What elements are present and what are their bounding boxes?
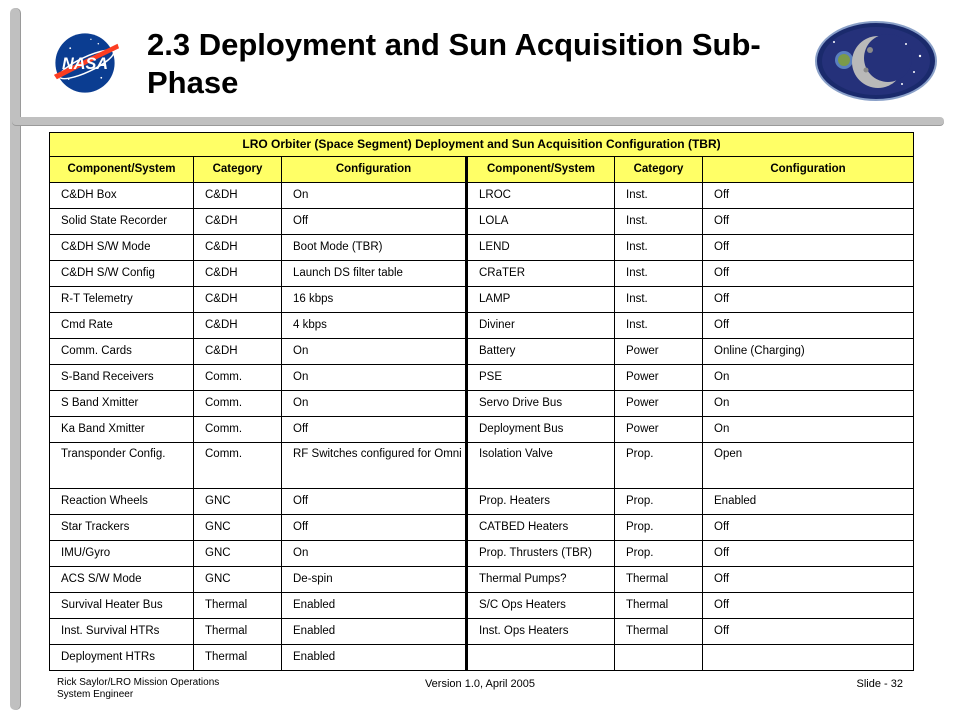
table-cell: Deployment HTRs xyxy=(50,645,194,671)
table-cell: Off xyxy=(282,489,467,515)
table-cell: Off xyxy=(703,209,914,235)
table-cell: Inst. Ops Heaters xyxy=(467,619,615,645)
table-cell: LOLA xyxy=(467,209,615,235)
column-header: Component/System xyxy=(467,157,615,183)
table-cell: GNC xyxy=(194,489,282,515)
table-cell: Launch DS filter table xyxy=(282,261,467,287)
table-cell: Power xyxy=(615,339,703,365)
svg-text:NASA: NASA xyxy=(61,54,109,73)
table-cell: C&DH xyxy=(194,339,282,365)
column-header: Configuration xyxy=(282,157,467,183)
table-cell: LAMP xyxy=(467,287,615,313)
table-cell: Comm. xyxy=(194,443,282,489)
table-cell: Inst. xyxy=(615,209,703,235)
table-cell: S/C Ops Heaters xyxy=(467,593,615,619)
configuration-table-container xyxy=(49,132,913,671)
nasa-logo-icon xyxy=(48,26,122,100)
table-cell: Off xyxy=(703,515,914,541)
table-cell: Off xyxy=(703,183,914,209)
table-cell: Off xyxy=(703,235,914,261)
table-cell: CATBED Heaters xyxy=(467,515,615,541)
table-cell: C&DH Box xyxy=(50,183,194,209)
column-header: Category xyxy=(615,157,703,183)
table-cell: PSE xyxy=(467,365,615,391)
table-cell: Inst. xyxy=(615,313,703,339)
table-cell: GNC xyxy=(194,515,282,541)
table-cell: Off xyxy=(703,261,914,287)
column-header: Configuration xyxy=(703,157,914,183)
table-cell: C&DH xyxy=(194,313,282,339)
table-cell: C&DH S/W Config xyxy=(50,261,194,287)
table-row xyxy=(50,417,914,443)
table-cell: Reaction Wheels xyxy=(50,489,194,515)
table-cell xyxy=(703,645,914,671)
table-cell: Off xyxy=(282,515,467,541)
table-cell: Inst. Survival HTRs xyxy=(50,619,194,645)
table-cell: Enabled xyxy=(282,645,467,671)
table-cell: Off xyxy=(703,313,914,339)
table-cell: Prop. Thrusters (TBR) xyxy=(467,541,615,567)
table-cell: Off xyxy=(703,567,914,593)
table-row xyxy=(50,443,914,489)
table-cell: IMU/Gyro xyxy=(50,541,194,567)
footer-slide-number: Slide - 32 xyxy=(856,678,903,690)
table-cell: Prop. xyxy=(615,515,703,541)
table-cell xyxy=(615,645,703,671)
table-cell: Thermal xyxy=(194,645,282,671)
table-cell: Off xyxy=(282,209,467,235)
table-cell: On xyxy=(703,365,914,391)
table-cell: Diviner xyxy=(467,313,615,339)
table-cell: Cmd Rate xyxy=(50,313,194,339)
table-cell: C&DH xyxy=(194,287,282,313)
table-cell: Thermal xyxy=(194,619,282,645)
column-header: Component/System xyxy=(50,157,194,183)
table-cell: ACS S/W Mode xyxy=(50,567,194,593)
table-cell: LEND xyxy=(467,235,615,261)
table-row xyxy=(50,365,914,391)
table-cell: LROC xyxy=(467,183,615,209)
table-cell: C&DH xyxy=(194,209,282,235)
table-cell: Inst. xyxy=(615,183,703,209)
table-cell: 16 kbps xyxy=(282,287,467,313)
table-row xyxy=(50,515,914,541)
table-cell: On xyxy=(282,541,467,567)
table-row xyxy=(50,593,914,619)
table-cell: Comm. xyxy=(194,365,282,391)
table-cell: GNC xyxy=(194,567,282,593)
table-row xyxy=(50,489,914,515)
footer-author: Rick Saylor/LRO Mission Operations xyxy=(57,677,220,688)
table-cell: Battery xyxy=(467,339,615,365)
table-cell: Off xyxy=(703,541,914,567)
table-row xyxy=(50,391,914,417)
table-row xyxy=(50,567,914,593)
table-cell: Comm. xyxy=(194,391,282,417)
table-cell: Prop. xyxy=(615,541,703,567)
table-cell: Power xyxy=(615,417,703,443)
table-cell: Thermal xyxy=(615,619,703,645)
table-cell: Deployment Bus xyxy=(467,417,615,443)
column-header: Category xyxy=(194,157,282,183)
table-row xyxy=(50,261,914,287)
table-cell: 4 kbps xyxy=(282,313,467,339)
table-cell: Survival Heater Bus xyxy=(50,593,194,619)
table-cell: Ka Band Xmitter xyxy=(50,417,194,443)
table-caption: LRO Orbiter (Space Segment) Deployment and Sun Acquisition Configuration (TBR) xyxy=(50,133,914,157)
table-cell: C&DH xyxy=(194,261,282,287)
lro-mission-emblem-icon xyxy=(814,20,938,102)
table-cell: Open xyxy=(703,443,914,489)
table-cell: Off xyxy=(282,417,467,443)
table-cell: On xyxy=(703,417,914,443)
table-cell: On xyxy=(282,391,467,417)
table-cell: Off xyxy=(703,287,914,313)
table-cell: R-T Telemetry xyxy=(50,287,194,313)
configuration-table xyxy=(49,132,914,671)
table-cell: On xyxy=(282,183,467,209)
table-cell: Isolation Valve xyxy=(467,443,615,489)
table-row xyxy=(50,339,914,365)
table-cell: Star Trackers xyxy=(50,515,194,541)
table-row xyxy=(50,313,914,339)
table-cell: Comm. Cards xyxy=(50,339,194,365)
table-cell: Enabled xyxy=(703,489,914,515)
table-row xyxy=(50,287,914,313)
footer-version: Version 1.0, April 2005 xyxy=(424,678,536,690)
table-cell: S-Band Receivers xyxy=(50,365,194,391)
table-cell: Comm. xyxy=(194,417,282,443)
table-cell xyxy=(467,645,615,671)
footer-role: System Engineer xyxy=(57,689,134,700)
table-cell: Thermal Pumps? xyxy=(467,567,615,593)
table-cell: Online (Charging) xyxy=(703,339,914,365)
table-cell: On xyxy=(703,391,914,417)
table-cell: Boot Mode (TBR) xyxy=(282,235,467,261)
table-cell: Enabled xyxy=(282,619,467,645)
table-cell: Inst. xyxy=(615,261,703,287)
table-cell: C&DH S/W Mode xyxy=(50,235,194,261)
table-cell: Inst. xyxy=(615,287,703,313)
table-cell: Prop. xyxy=(615,443,703,489)
table-cell: Off xyxy=(703,619,914,645)
table-cell: Transponder Config. xyxy=(50,443,194,489)
table-cell: Prop. xyxy=(615,489,703,515)
table-cell: Prop. Heaters xyxy=(467,489,615,515)
table-cell: RF Switches configured for Omni xyxy=(282,443,467,489)
table-row xyxy=(50,645,914,671)
table-cell: C&DH xyxy=(194,183,282,209)
table-cell: Enabled xyxy=(282,593,467,619)
table-cell: Thermal xyxy=(194,593,282,619)
table-cell: De-spin xyxy=(282,567,467,593)
table-cell: On xyxy=(282,339,467,365)
page-title: 2.3 Deployment and Sun Acquisition Sub-Phase xyxy=(147,27,761,100)
table-cell: Servo Drive Bus xyxy=(467,391,615,417)
table-cell: CRaTER xyxy=(467,261,615,287)
table-cell: On xyxy=(282,365,467,391)
table-cell: Inst. xyxy=(615,235,703,261)
table-cell: Power xyxy=(615,391,703,417)
title-divider-bar xyxy=(12,117,944,125)
table-cell: Off xyxy=(703,593,914,619)
table-row xyxy=(50,183,914,209)
table-header-row xyxy=(50,157,914,183)
table-row xyxy=(50,209,914,235)
table-cell: Thermal xyxy=(615,593,703,619)
table-row xyxy=(50,619,914,645)
table-cell: Thermal xyxy=(615,567,703,593)
table-cell: Solid State Recorder xyxy=(50,209,194,235)
table-row xyxy=(50,541,914,567)
table-cell: C&DH xyxy=(194,235,282,261)
table-cell: GNC xyxy=(194,541,282,567)
table-cell: Power xyxy=(615,365,703,391)
left-frame-bar xyxy=(10,8,20,710)
table-row xyxy=(50,235,914,261)
table-cell: S Band Xmitter xyxy=(50,391,194,417)
